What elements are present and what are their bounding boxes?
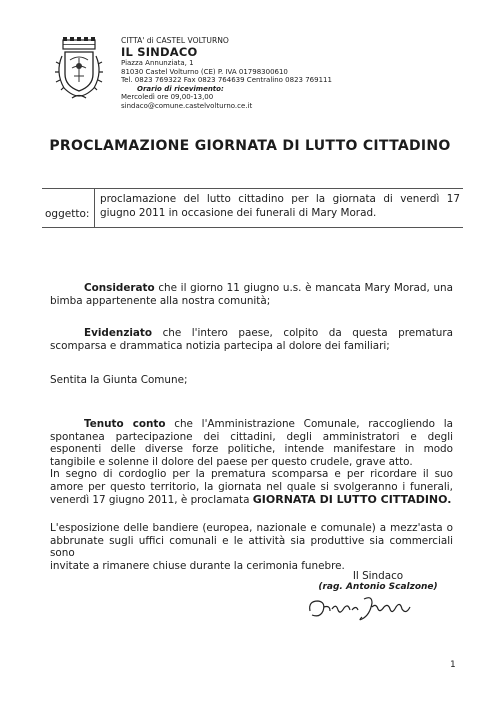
proclamation-caps: GIORNATA DI LUTTO CITTADINO. [252,492,452,506]
paragraph-body: In segno di cordoglio per la prematura scomparsa e per ricordare il suo amore per questo territorio, la giornata nel quale si svolgeranno i funerali, venerdì 17 giugno 2011, è proclamata [50,468,453,506]
signature-block [318,570,438,592]
handwritten-signature [306,593,416,623]
paragraph-lead: Considerato [84,282,155,294]
letterhead-phone: Tel. 0823 769322 Fax 0823 764639 Centralino 0823 769111 [121,76,332,85]
subject-label: oggetto: [45,208,90,220]
document-heading: PROCLAMAZIONE GIORNATA DI LUTTO CITTADINO [49,138,451,154]
letterhead-title: IL SINDACO [121,44,198,59]
paragraph-body: che l'Amministrazione Comunale, raccogliendo la spontanea partecipazione dei cittadini, degli amministratori e degli esponenti delle diverse forze politiche, intende manifestare in modo tangibile e solenne il dolore del paese per questo crudele, grave atto. [50,418,453,468]
paragraph-lead: Tenuto conto [84,418,166,430]
signer-role: Il Sindaco [352,570,404,582]
subject-box [42,188,463,228]
paragraph-giunta: Sentita la Giunta Comune; [50,374,188,386]
letterhead-hours: Mercoledì ore 09,00-13,00 [121,93,214,102]
paragraph-line: abbrunate sugli uffici comunali e le attività sia produttive sia commerciali sono [50,534,453,560]
paragraph-bandiere [50,522,453,572]
paragraph-evidenziato [50,327,453,352]
municipal-crest-icon [52,36,106,102]
letterhead-address-2: 81030 Castel Volturno (CE) P. IVA 01798300610 [121,67,288,76]
paragraph-tenuto-conto [50,418,453,506]
paragraph-body: che l'intero paese, colpito da questa prematura scomparsa e drammatica notizia partecipa al dolore dei familiari; [50,327,453,352]
letterhead-address-1: Piazza Annunziata, 1 [121,58,194,67]
letterhead-hours-title: Orario di ricevimento: [137,84,224,93]
page-number: 1 [450,660,456,670]
paragraph-body: che il giorno 11 giugno u.s. è mancata Mary Morad, una bimba appartenente alla nostra comunità; [50,282,453,307]
letterhead-city: CITTA' di CASTEL VOLTURNO [121,36,229,45]
letterhead [121,37,381,110]
paragraph-lead: Evidenziato [84,327,153,339]
letterhead-email: sindaco@comune.castelvolturno.ce.it [121,101,253,110]
paragraph-line: invitate a rimanere chiuse durante la cerimonia funebre. [50,559,345,572]
paragraph-line: L'esposizione delle bandiere (europea, nazionale e comunale) a mezz'asta o [50,522,453,534]
signer-name: (rag. Antonio Scalzone) [318,582,438,592]
paragraph-proclamation [50,468,453,506]
subject-label-cell [42,189,95,227]
paragraph-considerato [50,282,453,307]
subject-text: proclamazione del lutto cittadino per la giornata di venerdì 17 giugno 2011 in occasione dei funerali di Mary Morad. [100,193,460,219]
